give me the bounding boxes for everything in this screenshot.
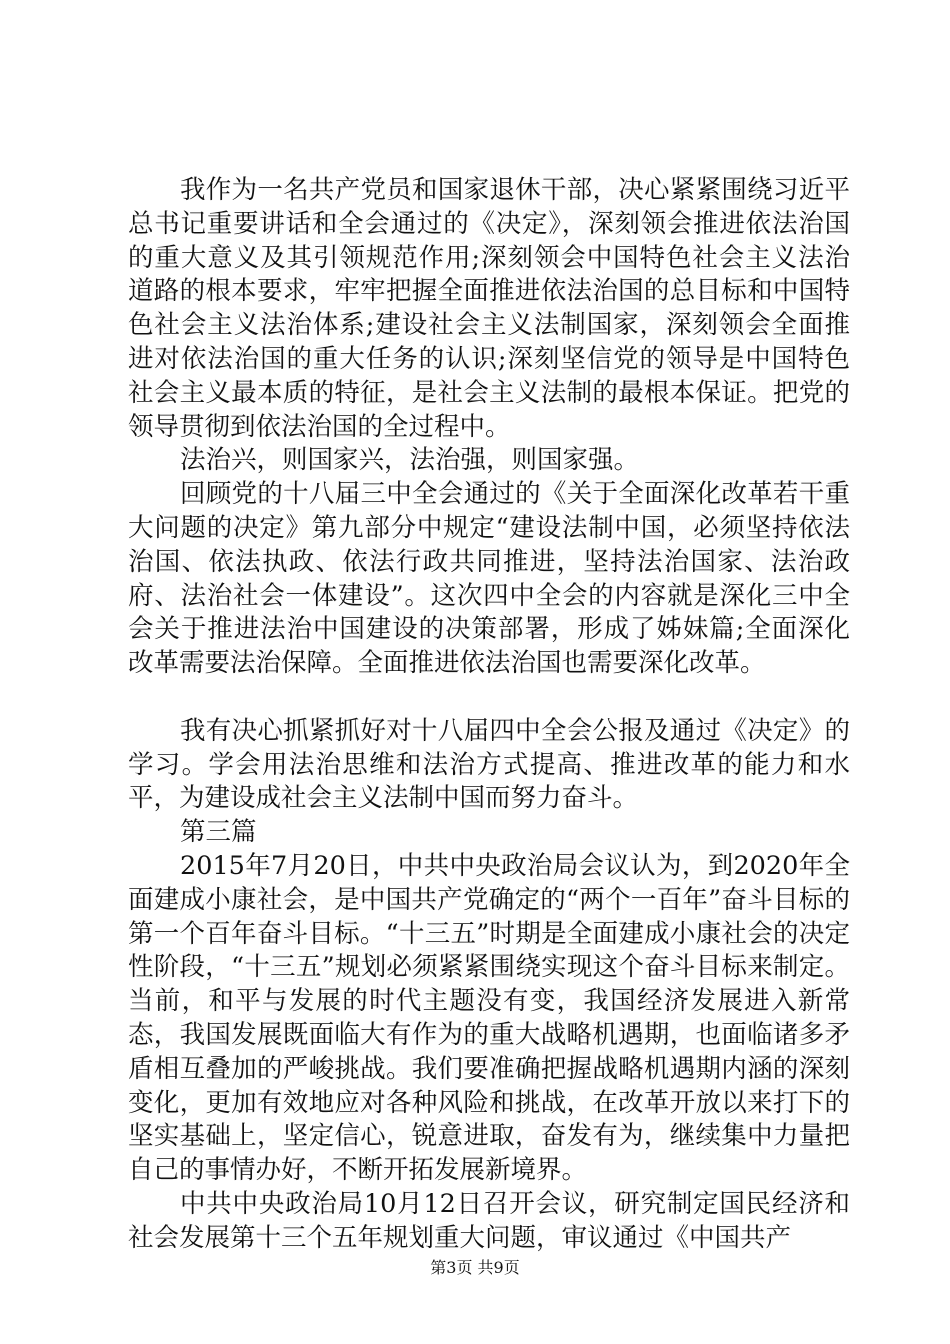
- paragraph-4: 我有决心抓紧抓好对十八届四中全会公报及通过《决定》的学习。学会用法治思维和法治方式提高、推进改革的能力和水平，为建设成社会主义法制中国而努力奋斗。: [128, 715, 850, 814]
- paragraph-6: 中共中央政治局10月12日召开会议，研究制定国民经济和社会发展第十三个五年规划重大问题，审议通过《中国共产: [128, 1188, 850, 1253]
- paragraph-2: 法治兴，则国家兴，法治强，则国家强。: [180, 445, 640, 476]
- paragraph-3: 回顾党的十八届三中全会通过的《关于全面深化改革若干重大问题的决定》第九部分中规定“建设法制中国，必须坚持依法治国、依法执政、依法行政共同推进，坚持法治国家、法治政府、法治社会一体建设”。这次四中全会的内容就是深化三中全会关于推进法治中国建设的决策部署，形成了姊妹篇;全面深化改革需要法治保障。全面推进依法治国也需要深化改革。: [128, 479, 850, 679]
- paragraph-spacer: [128, 681, 850, 715]
- section-heading: 第三篇: [180, 817, 257, 848]
- document-body: [128, 174, 850, 1256]
- page-number-footer: 第3页 共9页: [430, 1258, 520, 1277]
- paragraph-1: 我作为一名共产党员和国家退休干部，决心紧紧围绕习近平总书记重要讲话和全会通过的《决定》，深刻领会推进依法治国的重大意义及其引领规范作用;深刻领会中国特色社会主义法治道路的根本要求，牢牢把握全面推进依法治国的总目标和中国特色社会主义法治体系;建设社会主义法制国家，深刻领会全面推进对依法治国的重大任务的认识;深刻坚信党的领导是中国特色社会主义最本质的特征，是社会主义法制的最根本保证。把党的领导贯彻到依法治国的全过程中。: [128, 175, 850, 442]
- paragraph-5: 2015年7月20日，中共中央政治局会议认为，到2020年全面建成小康社会，是中国共产党确定的“两个一百年”奋斗目标的第一个百年奋斗目标。“十三五”时期是全面建成小康社会的决定性阶段，“十三五”规划必须紧紧围绕实现这个奋斗目标来制定。当前，和平与发展的时代主题没有变，我国经济发展进入新常态，我国发展既面临大有作为的重大战略机遇期，也面临诸多矛盾相互叠加的严峻挑战。我们要准确把握战略机遇期内涵的深刻变化，更加有效地应对各种风险和挑战，在改革开放以来打下的坚实基础上，坚定信心，锐意进取，奋发有为，继续集中力量把自己的事情办好，不断开拓发展新境界。: [128, 850, 850, 1186]
